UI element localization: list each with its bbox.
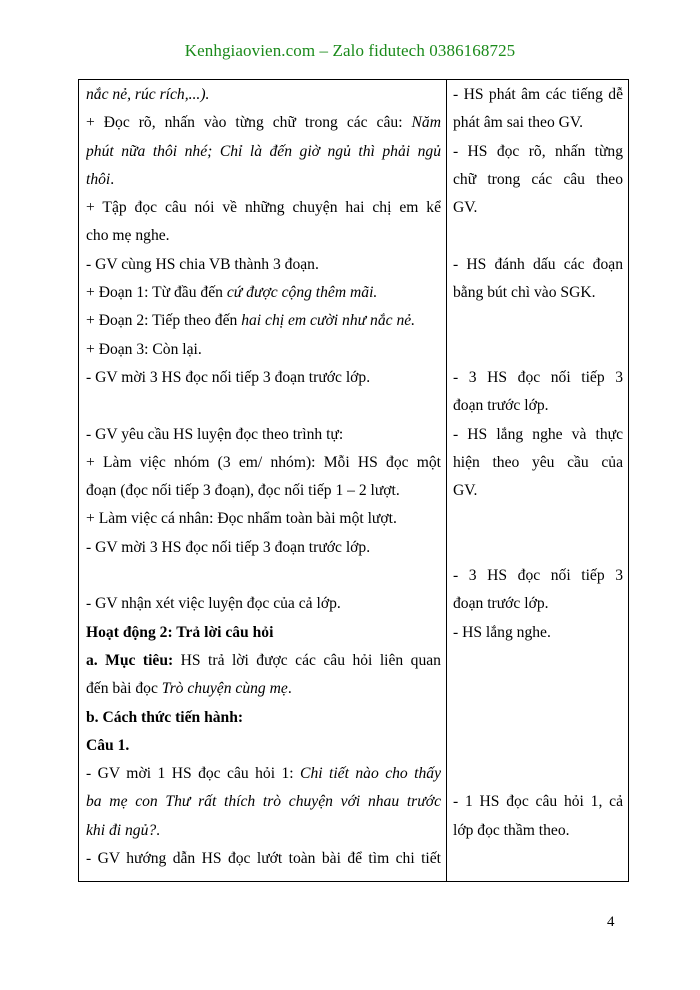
blank-line <box>453 336 623 364</box>
left-line-6: cho mẹ nghe. <box>86 227 170 245</box>
right-line-7: - HS đánh dấu các đoạn <box>453 255 623 273</box>
question-1-heading: Câu 1. <box>86 736 130 754</box>
left-line-21: a. Mục tiêu: HS trả lời được các câu hỏi liên quan <box>86 651 441 669</box>
left-line-1: nắc nẻ, rúc rích,...). <box>86 86 210 103</box>
left-line-22: đến bài đọc Trò chuyện cùng mẹ. <box>86 680 292 698</box>
right-line-27: lớp đọc thầm theo. <box>453 821 570 839</box>
left-line-25: - GV mời 1 HS đọc câu hỏi 1: Chi tiết nào cho thấy <box>86 765 441 783</box>
blank-line <box>453 534 623 562</box>
lesson-table <box>78 79 629 882</box>
left-line-15: đoạn (đọc nối tiếp 3 đoạn), đọc nối tiếp 1 – 2 lượt. <box>86 482 400 500</box>
left-line-5: + Tập đọc câu nói về những chuyện hai chị em kể <box>86 199 441 217</box>
blank-line <box>453 704 623 732</box>
right-line-18: - 3 HS đọc nối tiếp 3 <box>453 567 623 585</box>
right-line-15: GV. <box>453 482 478 500</box>
left-line-28: - GV hướng dẫn HS đọc lướt toàn bài để tìm chi tiết <box>86 850 441 868</box>
blank-line <box>86 562 441 590</box>
blank-line <box>453 732 623 760</box>
left-line-4: thôi. <box>86 170 115 188</box>
method-heading: b. Cách thức tiến hành: <box>86 708 244 726</box>
left-line-16: + Làm việc cá nhân: Đọc nhẩm toàn bài một lượt. <box>86 510 397 528</box>
blank-line <box>453 222 623 250</box>
right-line-3: - HS đọc rõ, nhấn từng <box>453 142 623 160</box>
right-line-5: GV. <box>453 199 478 217</box>
activity-2-heading: Hoạt động 2: Trả lời câu hỏi <box>86 623 274 641</box>
page-header[interactable]: Kenhgiaovien.com – Zalo fidutech 0386168725 <box>184 41 516 60</box>
left-line-11: - GV mời 3 HS đọc nối tiếp 3 đoạn trước lớp. <box>86 368 371 386</box>
right-line-13: - HS lắng nghe và thực <box>453 425 623 443</box>
page-number: 4 <box>607 914 615 930</box>
right-line-26: - 1 HS đọc câu hỏi 1, cả <box>453 793 623 811</box>
left-line-2: + Đọc rõ, nhấn vào từng chữ trong các câu: Năm <box>86 114 441 132</box>
right-line-11: - 3 HS đọc nối tiếp 3 <box>453 368 623 386</box>
right-line-19: đoạn trước lớp. <box>453 595 549 613</box>
left-line-7: - GV cùng HS chia VB thành 3 đoạn. <box>86 255 319 273</box>
left-line-3: phút nữa thôi nhé; Chỉ là đến giờ ngủ thì phải ngủ <box>86 142 441 160</box>
blank-line <box>453 675 623 703</box>
right-line-8: bằng bút chì vào SGK. <box>453 284 596 302</box>
blank-line <box>86 392 441 420</box>
left-line-10: + Đoạn 3: Còn lại. <box>86 340 202 358</box>
right-line-1: - HS phát âm các tiếng dễ <box>453 86 623 103</box>
column-divider <box>446 80 447 881</box>
blank-line <box>453 760 623 788</box>
right-line-20: - HS lắng nghe. <box>453 623 551 641</box>
right-line-4: chữ trong các câu theo <box>453 170 623 188</box>
left-line-19: - GV nhận xét việc luyện đọc của cả lớp. <box>86 595 341 613</box>
left-line-8: + Đoạn 1: Từ đầu đến cứ được cộng thêm mãi. <box>86 284 378 302</box>
left-line-17: - GV mời 3 HS đọc nối tiếp 3 đoạn trước lớp. <box>86 538 371 556</box>
left-line-27: khi đi ngủ?. <box>86 821 161 839</box>
right-line-12: đoạn trước lớp. <box>453 397 549 415</box>
right-line-2: phát âm sai theo GV. <box>453 114 584 132</box>
blank-line <box>453 505 623 533</box>
student-activities-column <box>453 81 623 845</box>
right-line-14: hiện theo yêu cầu của <box>453 453 623 471</box>
blank-line <box>453 307 623 335</box>
left-line-14: + Làm việc nhóm (3 em/ nhóm): Mỗi HS đọc một <box>86 453 441 471</box>
left-line-26: ba mẹ con Thư rất thích trò chuyện với nhau trước <box>86 793 441 811</box>
left-line-9: + Đoạn 2: Tiếp theo đến hai chị em cười như nắc nẻ. <box>86 312 416 330</box>
left-line-13: - GV yêu cầu HS luyện đọc theo trình tự: <box>86 425 344 443</box>
blank-line <box>453 647 623 675</box>
teacher-activities-column <box>86 81 441 873</box>
